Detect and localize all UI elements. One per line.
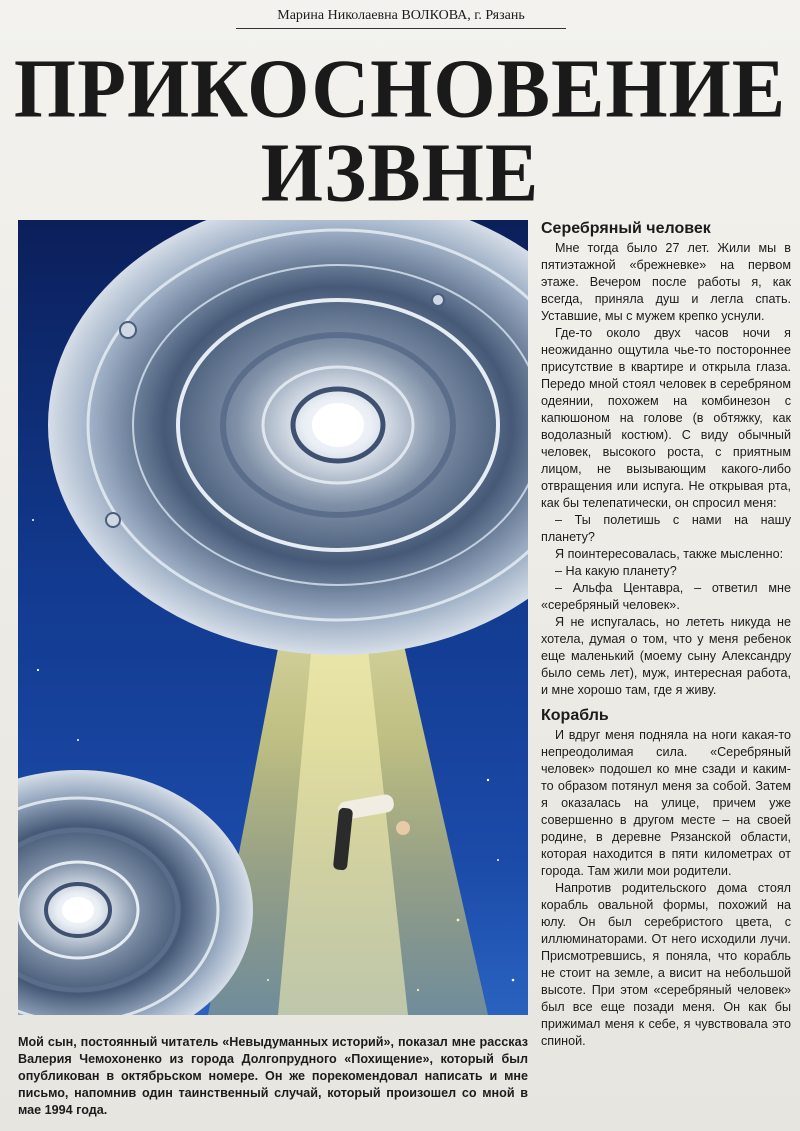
- author-byline: Марина Николаевна ВОЛКОВА, г. Рязань: [236, 8, 566, 29]
- paragraph: Я не испугалась, но лететь никуда не хотела, думая о том, что у меня ребенок еще маленький (моему сыну Александру было семь лет), муж, интересная работа, и мне хорошо там, где я живу.: [541, 615, 791, 697]
- ufo-illustration: [18, 220, 528, 1015]
- paragraph: – На какую планету?: [555, 564, 677, 578]
- paragraph: – Альфа Центавра, – ответил мне «серебряный человек».: [541, 581, 791, 612]
- paragraph: Напротив родительского дома стоял корабль овальной формы, похожий на юлу. Он был серебристого цвета, с иллюминаторами. От него исходили лучи. Присмотревшись, я поняла, что корабль не стоит на земле, а висит на небольшой высоте. При этом «серебряный человек» был все еще позади меня. Он как бы прижимал меня к себе, я чувствовала это спиной.: [541, 881, 791, 1048]
- headline-line-2: ИЗВНЕ: [260, 126, 540, 220]
- intro-caption: Мой сын, постоянный читатель «Невыдуманных историй», показал мне рассказ Валерия Чемохоненко из города Долгопрудного «Похищение», который был опубликован в октябрьском номере. Он же порекомендовал написать и мне письмо, напомнив один таинственный случай, который произошел со мной в мае 1994 года.: [18, 1035, 528, 1117]
- headline-line-1: ПРИКОСНОВЕНИЕ: [13, 42, 787, 136]
- section-heading-ship: Корабль: [541, 707, 609, 724]
- paragraph: Я поинтересовалась, также мысленно:: [555, 547, 784, 561]
- article-column: [541, 220, 791, 1050]
- paragraph: Мне тогда было 27 лет. Жили мы в пятиэтажной «брежневке» на первом этаже. Вечером после работы я, как всегда, приняла душ и легла спать. Уставшие, мы с мужем крепко уснули.: [541, 241, 791, 323]
- paragraph: – Ты полетишь с нами на нашу планету?: [541, 513, 791, 544]
- section-heading-silver-man: Серебряный человек: [541, 220, 711, 237]
- paragraph: И вдруг меня подняла на ноги какая-то непреодолимая сила. «Серебряный человек» подошел ко мне сзади и каким-то образом потянул меня за собой. Затем я оказалась на улице, причем уже совершенно в другом месте – на своей родине, в деревне Рязанской области, которая находится в пяти километрах от города. Там жили мои родители.: [541, 728, 791, 878]
- paragraph: Где-то около двух часов ночи я неожиданно ощутила чье-то постороннее присутствие в квартире и открыла глаза. Передо мной стоял человек в серебряном одеянии, похожем на комбинезон с капюшоном на голове (в обтяжку, как водолазный костюм). С виду обычный человек, высокого роста, с приятным лицом, не вызывающим какого-либо отвращения или испуга. Не открывая рта, как бы телепатически, он спросил меня:: [541, 326, 791, 510]
